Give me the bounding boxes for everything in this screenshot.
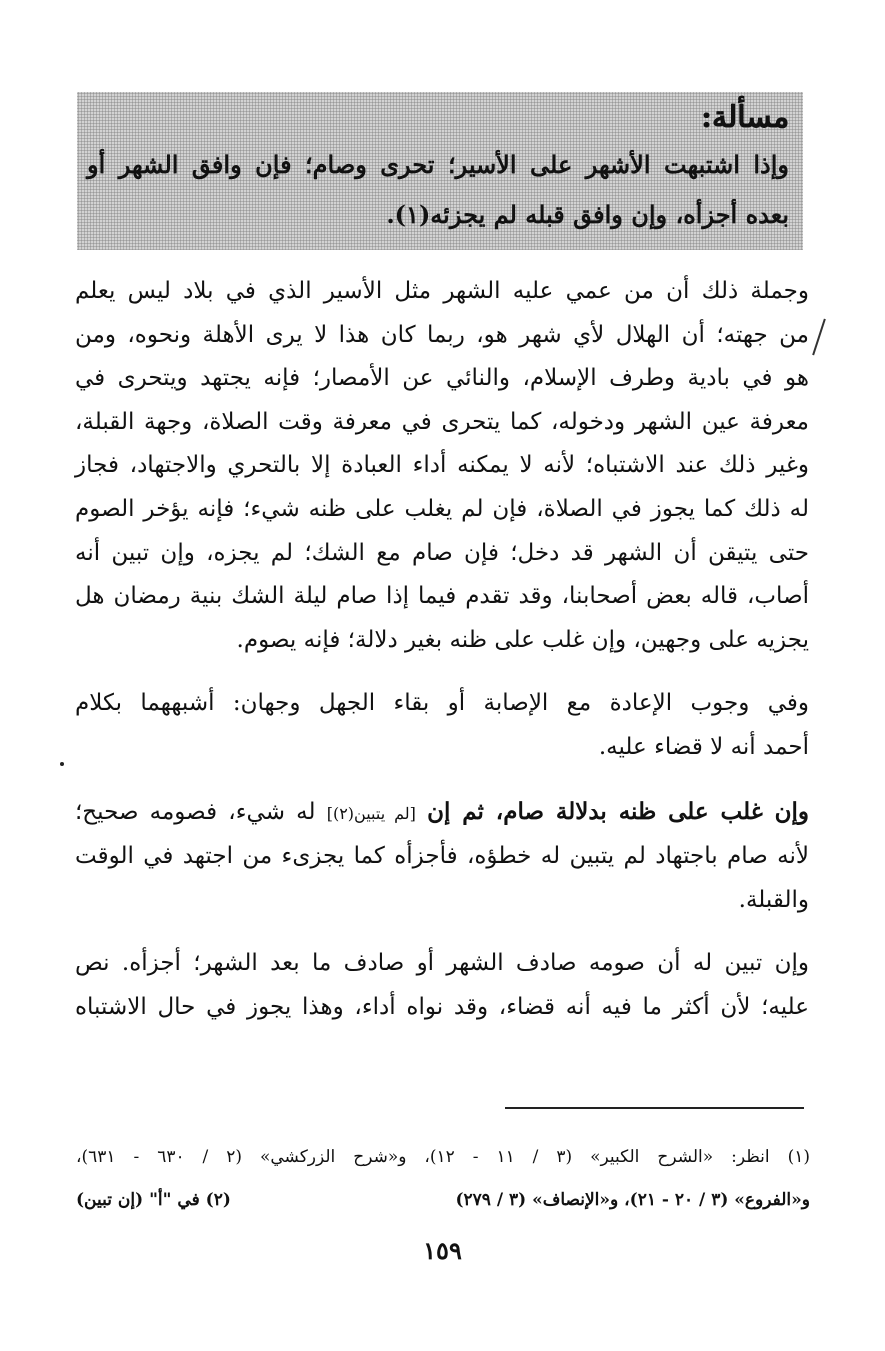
paragraph-4 — [75, 942, 809, 1029]
footnote-separator — [505, 1107, 804, 1109]
margin-pencil-mark — [812, 319, 826, 356]
text-line: والقبلة. — [738, 886, 809, 913]
text-line: معرفة عين الشهر ودخوله، كما يتحرى في معرفة وقت الصلاة، وجهة القبلة، — [75, 408, 809, 435]
text-line: وجملة ذلك أن من عمي عليه الشهر مثل الأسير الذي في بلاد ليس يعلم — [75, 278, 809, 304]
text-line: أحمد أنه لا قضاء عليه. — [598, 733, 809, 760]
footnote-row — [76, 1179, 810, 1222]
text-line: أصاب، قاله بعض أصحابنا، وقد تقدم فيما إذا صام ليلة الشك بنية رمضان هل — [75, 583, 809, 610]
text-line: لأنه صام باجتهاد لم يتبين له خطؤه، فأجزأه كما يجزىء من اجتهد في الوقت — [75, 843, 809, 870]
text-line: له ذلك كما يجوز في الصلاة، فإن لم يغلب على ظنه شيء؛ فإنه يؤخر الصوم — [75, 495, 809, 522]
page-number: ١٥٩ — [423, 1236, 462, 1265]
bracketed-variant: [لم يتبين(٢)] — [326, 803, 416, 823]
text-line: وفي وجوب الإعادة مع الإصابة أو بقاء الجهل وجهان: أشبههما بكلام — [75, 690, 809, 717]
footnote-1-line-1: (١) انظر: «الشرح الكبير» (٣ / ١١ - ١٢)، و«شرح الزركشي» (٢ / ٦٣٠ - ٦٣١)، — [76, 1147, 810, 1167]
text-line: حتى يتيقن أن الشهر قد دخل؛ فإن صام مع الشك؛ لم يجزه، وإن تبين أنه — [75, 539, 809, 566]
bold-phrase: وإن غلب على ظنه بدلالة صام، ثم إن — [427, 797, 810, 825]
text-line — [75, 790, 809, 836]
footnote-2: (٢) في "أ" (إن تبين) — [76, 1190, 231, 1210]
masala-text-line: بعده أجزأه، وإن وافق قبله لم يجزئه(١). — [386, 200, 789, 229]
margin-dot-mark — [60, 762, 64, 766]
footnote-1-line-2: و«الفروع» (٣ / ٢٠ - ٢١)، و«الإنصاف» (٣ / ٢٧٩) — [455, 1190, 810, 1210]
masala-text-line: وإذا اشتبهت الأشهر على الأسير؛ تحرى وصام؛ فإن وافق الشهر أو — [87, 150, 789, 179]
text-line: وإن تبين له أن صومه صادف الشهر أو صادف ما بعد الشهر؛ أجزأه. نص — [75, 950, 809, 977]
text-line: هو في بادية وطرف الإسلام، والنائي عن الأمصار؛ فإنه يجتهد ويتحرى في — [75, 365, 809, 392]
text-line: من جهته؛ أن الهلال لأي شهر هو، ربما كان هذا لا يرى الأهلة ونحوه، ومن — [75, 321, 809, 348]
masala-title: مسألة: — [700, 100, 789, 135]
text-line: يجزيه على وجهين، وإن غلب على ظنه بغير دلالة؛ فإنه يصوم. — [236, 626, 809, 653]
body-text — [75, 270, 809, 1030]
text-line: عليه؛ لأن أكثر ما فيه أنه قضاء، وقد نواه أداء، وهذا يجوز في حال الاشتباه — [75, 993, 809, 1020]
text-line: وغير ذلك عند الاشتباه؛ لأنه لا يمكنه أداء العبادة إلا بالتحري والاجتهاد، فجاز — [75, 452, 809, 479]
paragraph-2 — [75, 682, 809, 769]
paragraph-3 — [75, 790, 809, 923]
footnotes — [76, 1136, 810, 1222]
masala-box — [77, 92, 803, 250]
line-rest: له شيء، فصومه صحيح؛ — [75, 798, 316, 825]
paragraph-1 — [75, 270, 809, 662]
